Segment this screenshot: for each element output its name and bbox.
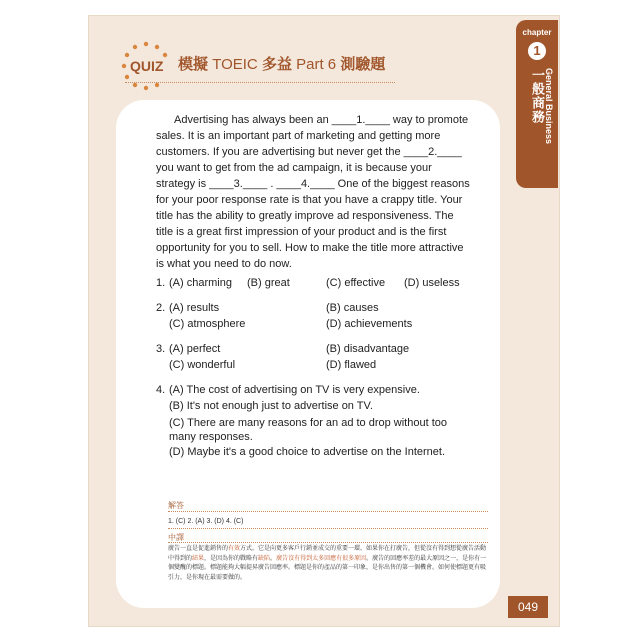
option-2d[interactable]: (D) achievements (326, 318, 413, 330)
title-underline (125, 82, 395, 83)
chapter-title-en: General Business (544, 68, 554, 145)
page-number: 049 (508, 596, 548, 618)
answer-divider (168, 511, 488, 512)
title-part: Part 6 (296, 56, 337, 73)
quiz-dotted-circle-icon (120, 40, 172, 92)
answer-divider-2 (168, 528, 488, 529)
translation-divider (168, 542, 488, 543)
option-4a[interactable]: (A) The cost of advertising on TV is very expensive. (169, 384, 420, 396)
translation-highlight: 有效 (228, 545, 241, 552)
translation-highlight: 缺陷 (258, 554, 271, 562)
question-number: 4. (156, 384, 166, 396)
passage (156, 112, 472, 272)
answer-label: 解答 (168, 501, 184, 510)
translation-part: 廣告一直是促進銷售的 (168, 545, 229, 552)
translation-highlight: 廣告沒有得到太多回應有很多原因 (276, 554, 367, 562)
question-number: 2. (156, 302, 166, 314)
option-3b[interactable]: (B) disadvantage (326, 343, 410, 355)
option-4b[interactable]: (B) It's not enough just to advertise on TV. (169, 400, 373, 412)
chapter-word: chapter (522, 28, 552, 37)
option-3d[interactable]: (D) flawed (326, 359, 377, 371)
option-3c[interactable]: (C) wonderful (169, 359, 236, 371)
translation-text (168, 544, 488, 582)
option-2b[interactable]: (B) causes (326, 302, 379, 314)
chapter-tab (516, 20, 558, 188)
question-number: 3. (156, 343, 166, 355)
quiz-word: QUIZ (130, 58, 164, 74)
chapter-title-zh: 一般商務 (529, 68, 544, 124)
translation-highlight: 結果 (192, 554, 205, 562)
title-zh-1: 模擬 (178, 55, 209, 73)
option-2a[interactable]: (A) results (169, 302, 220, 314)
title-zh-3: 測驗題 (340, 55, 386, 73)
option-4c[interactable]: (C) There are many reasons for an ad to drop without too many responses. (169, 417, 447, 443)
option-1c[interactable]: (C) effective (326, 277, 386, 289)
option-2c[interactable]: (C) atmosphere (169, 318, 246, 330)
quiz-card (116, 100, 500, 608)
translation-part: 方式。它是向更多客戶行銷並成交的重要一環。如果你在打廣告，但從沒有得到想從廣告活動中得到的 (168, 545, 487, 562)
translation-part: ，是因為你的戰略有 (204, 554, 259, 562)
option-1b[interactable]: (B) great (247, 277, 290, 289)
option-3a[interactable]: (A) perfect (169, 343, 221, 355)
quiz-title (178, 53, 385, 74)
translation-part: 。 (270, 554, 277, 562)
answer-text: 1. (C) 2. (A) 3. (D) 4. (C) (168, 518, 244, 525)
chapter-number: 1 (528, 42, 546, 60)
title-zh-2: 多益 (261, 55, 292, 73)
passage-text: Advertising has always been an ____1.____ way to promote sales. It is an important part of marketing and getting more customers. If you are advertising but never get the ____2.____ you want to get from the ad campaign, it is because your strategy is ____3.____ . ____4.____ One of the biggest reasons for your poor response rate is that you have a crappy title. Your title has the ability to greatly improve ad responsiveness. The title is a great first impression of your product and is the first opportunity for you to sell. How to make the title more attractive is what you need to do now. (156, 114, 470, 270)
title-toeic: TOEIC (212, 56, 258, 73)
option-4d[interactable]: (D) Maybe it's a good choice to advertise on the Internet. (169, 446, 446, 458)
option-1a[interactable]: (A) charming (169, 277, 232, 289)
translation-label: 中譯 (168, 533, 184, 542)
translation-part: 。廣告的回應率差的最大原因之一，是你有一個變醜的標題。標題能夠大幅提昇廣告回應率。標題是你的產品的第一印象，是你出售的第一個機會。如何使標題更有吸引力，是你現在最需要做的。 (168, 554, 487, 581)
question-number: 1. (156, 277, 166, 289)
option-1d[interactable]: (D) useless (404, 277, 460, 289)
